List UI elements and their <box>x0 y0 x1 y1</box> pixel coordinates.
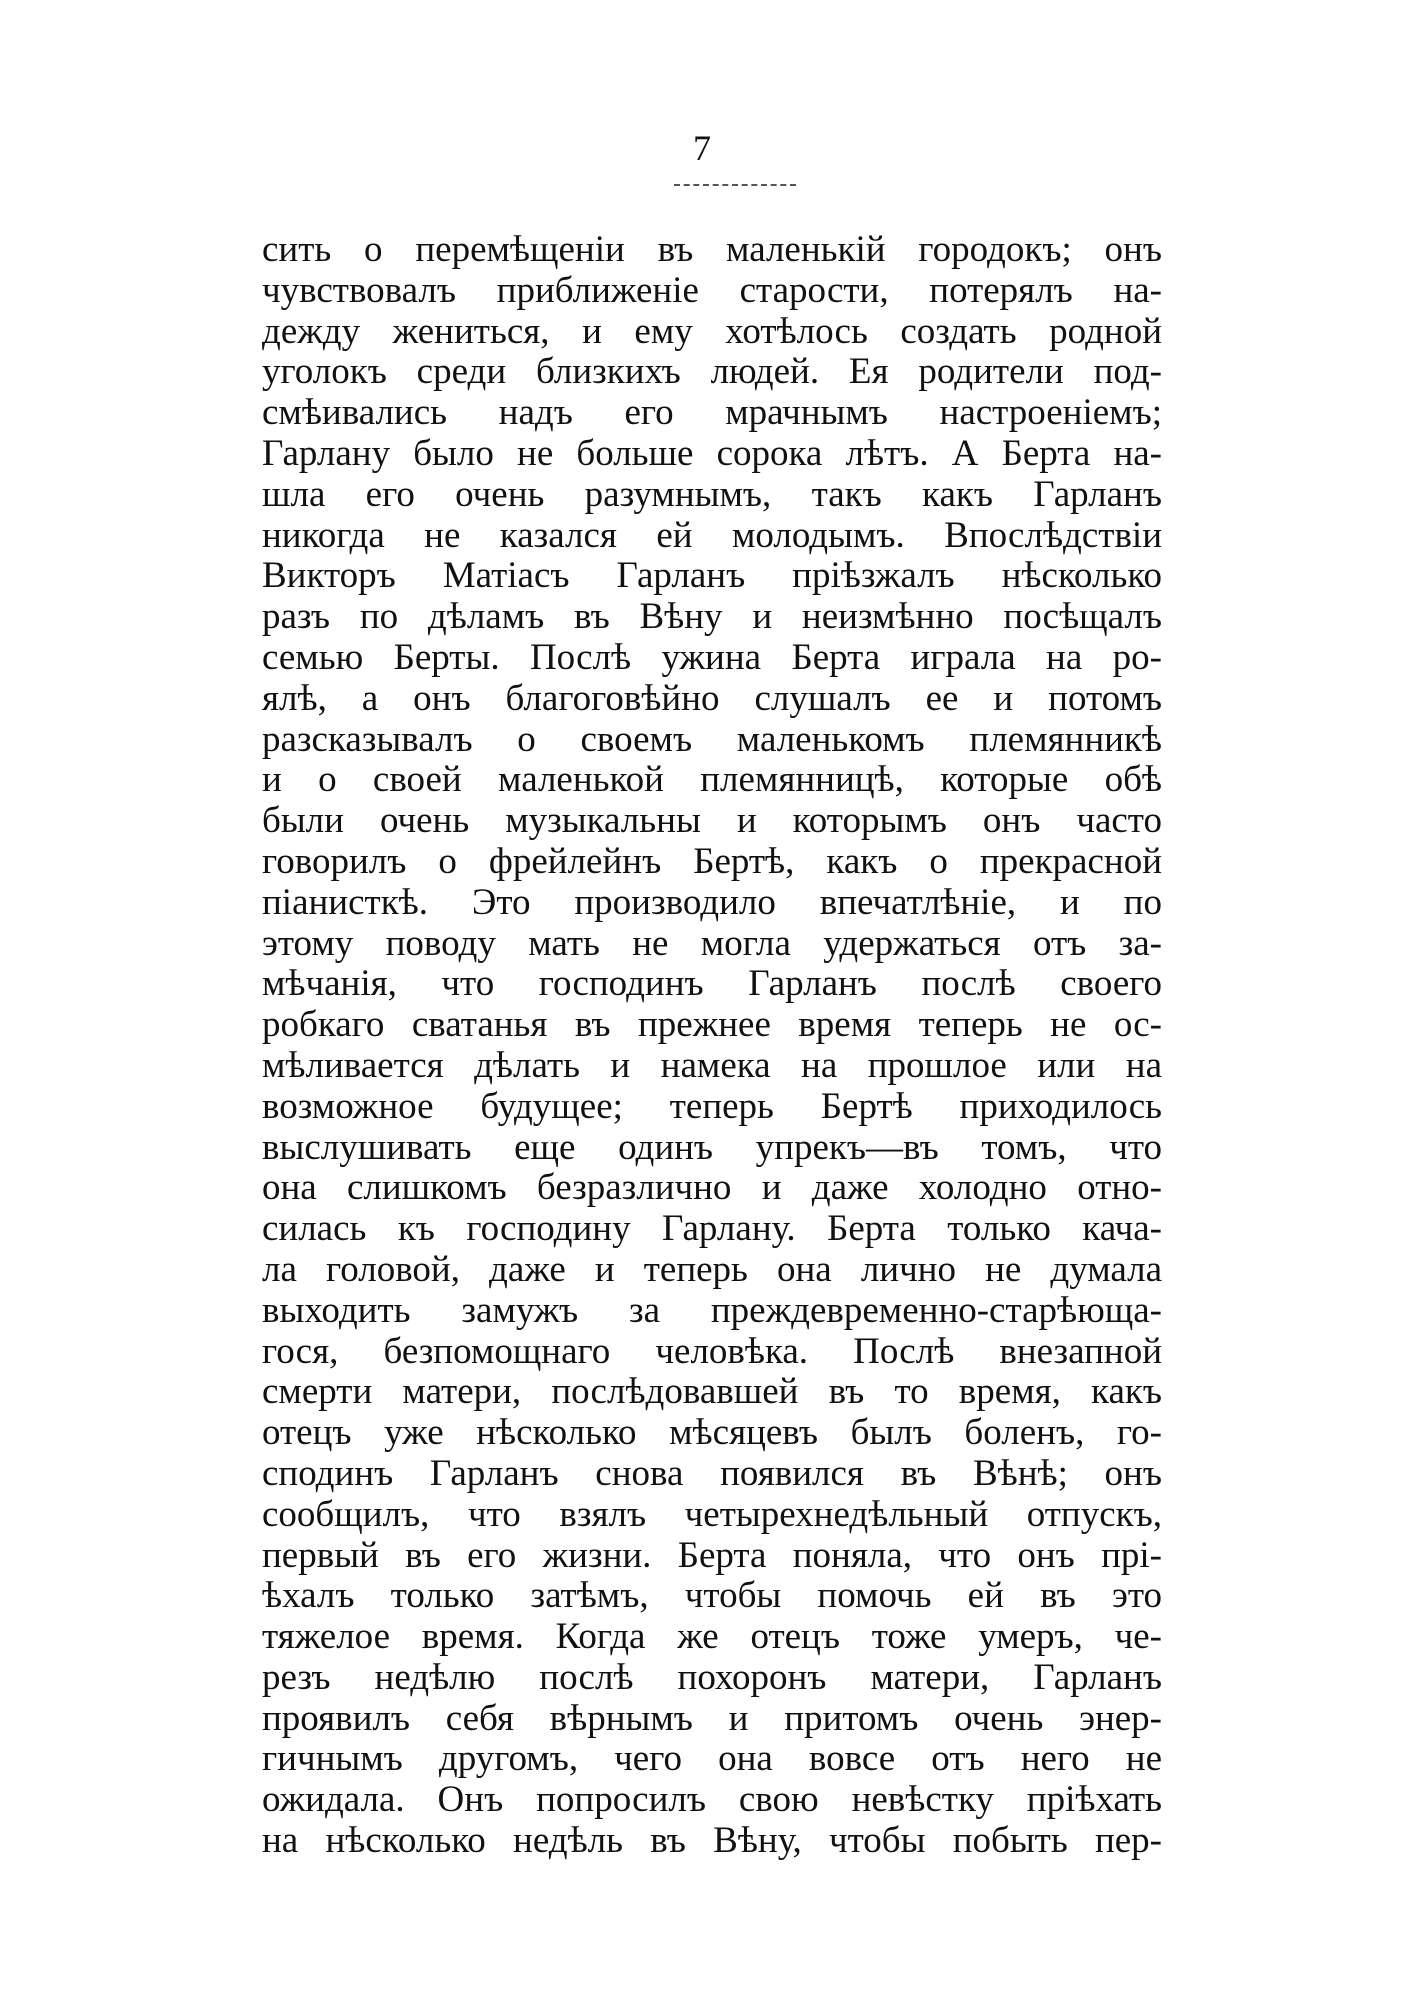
text-line: Викторъ Матіасъ Гарланъ пріѣзжалъ нѣсколько <box>262 556 1162 597</box>
text-line: она слишкомъ безразлично и даже холодно отно- <box>262 1168 1162 1209</box>
text-line: семью Берты. Послѣ ужина Берта играла на ро- <box>262 637 1162 678</box>
body-text <box>262 230 1162 1862</box>
text-line: ялѣ, а онъ благоговѣйно слушалъ ее и потомъ <box>262 678 1162 719</box>
text-line: разъ по дѣламъ въ Вѣну и неизмѣнно посѣщалъ <box>262 597 1162 638</box>
text-line: на нѣсколько недѣль въ Вѣну, чтобы побыть пер- <box>262 1821 1162 1862</box>
text-line: были очень музыкальны и которымъ онъ часто <box>262 801 1162 842</box>
text-line: и о своей маленькой племянницѣ, которые обѣ <box>262 760 1162 801</box>
text-line: смерти матери, послѣдовавшей въ то время, какъ <box>262 1372 1162 1413</box>
page-number: 7 <box>693 128 711 168</box>
text-line: гося, безпомощнаго человѣка. Послѣ внезапной <box>262 1331 1162 1372</box>
text-line: ла головой, даже и теперь она лично не думала <box>262 1249 1162 1290</box>
text-line: выслушивать еще одинъ упрекъ—въ томъ, что <box>262 1127 1162 1168</box>
text-line: разсказывалъ о своемъ маленькомъ племянникѣ <box>262 719 1162 760</box>
text-line: сить о перемѣщеніи въ маленькій городокъ; онъ <box>262 230 1162 270</box>
text-line: робкаго сватанья въ прежнее время теперь не ос- <box>262 1005 1162 1046</box>
text-line: ожидала. Онъ попросилъ свою невѣстку пріѣхать <box>262 1780 1162 1821</box>
text-line: гичнымъ другомъ, чего она вовсе отъ него не <box>262 1739 1162 1780</box>
text-line: уголокъ среди близкихъ людей. Ея родители под- <box>262 352 1162 393</box>
text-line: піанисткѣ. Это производило впечатлѣніе, и по <box>262 882 1162 923</box>
text-line: первый въ его жизни. Берта поняла, что онъ прі- <box>262 1535 1162 1576</box>
text-line: тяжелое время. Когда же отецъ тоже умеръ, че- <box>262 1617 1162 1658</box>
text-line: ѣхалъ только затѣмъ, чтобы помочь ей въ это <box>262 1576 1162 1617</box>
text-line: выходить замужъ за преждевременно-старѣюща- <box>262 1290 1162 1331</box>
text-line: шла его очень разумнымъ, такъ какъ Гарланъ <box>262 474 1162 515</box>
text-line: дежду жениться, и ему хотѣлось создать родной <box>262 311 1162 352</box>
text-line: этому поводу мать не могла удержаться отъ за- <box>262 923 1162 964</box>
text-line: Гарлану было не больше сорока лѣтъ. А Берта на- <box>262 433 1162 474</box>
text-line: резъ недѣлю послѣ похоронъ матери, Гарланъ <box>262 1657 1162 1698</box>
text-line: сообщилъ, что взялъ четырехнедѣльный отпускъ, <box>262 1494 1162 1535</box>
text-line: проявилъ себя вѣрнымъ и притомъ очень энер- <box>262 1698 1162 1739</box>
page-number-rule <box>674 184 796 186</box>
text-line: смѣивались надъ его мрачнымъ настроеніемъ; <box>262 393 1162 434</box>
text-line: говорилъ о фрейлейнъ Бертѣ, какъ о прекрасной <box>262 841 1162 882</box>
text-line: мѣливается дѣлать и намека на прошлое или на <box>262 1045 1162 1086</box>
text-line: силась къ господину Гарлану. Берта только кача- <box>262 1209 1162 1250</box>
text-line: чувствовалъ приближеніе старости, потерялъ на- <box>262 270 1162 311</box>
text-line: никогда не казался ей молодымъ. Впослѣдствіи <box>262 515 1162 556</box>
text-line: возможное будущее; теперь Бертѣ приходилось <box>262 1086 1162 1127</box>
text-line: мѣчанія, что господинъ Гарланъ послѣ своего <box>262 964 1162 1005</box>
text-line: сподинъ Гарланъ снова появился въ Вѣнѣ; онъ <box>262 1453 1162 1494</box>
text-line: отецъ уже нѣсколько мѣсяцевъ былъ боленъ, го- <box>262 1413 1162 1454</box>
